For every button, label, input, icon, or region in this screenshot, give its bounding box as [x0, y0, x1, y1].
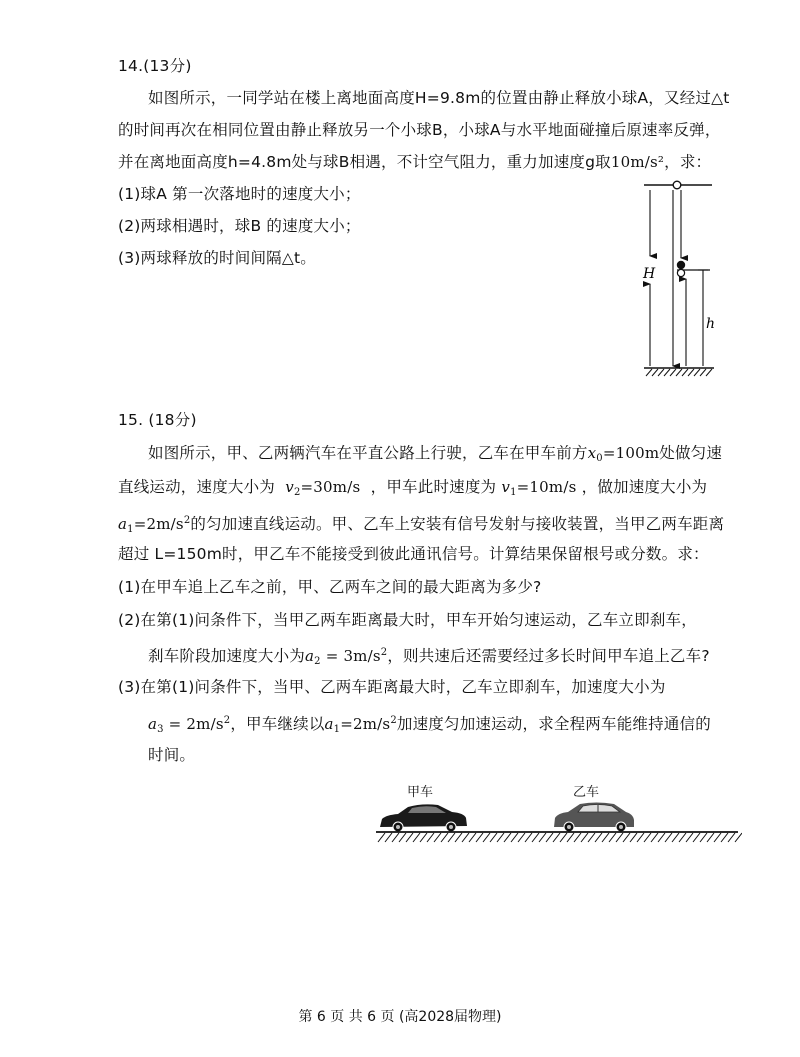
q15-subquestion-3a: (3)在第(1)问条件下，当甲、乙两车距离最大时，乙车立即刹车，加速度大小为 [118, 678, 666, 696]
car-jia-icon [380, 804, 467, 832]
ball-top [673, 181, 681, 189]
q15-a1: $a_1=2m/s^2$ [118, 515, 191, 535]
q15-figure [372, 798, 742, 848]
road-hatch [378, 833, 742, 842]
q15-v1: $v_1=10m/s$ [501, 478, 577, 498]
q15-line-2 [118, 476, 707, 504]
q14-line-3-end: ，求： [664, 153, 712, 171]
q14-gravity-value: 10m/s² [610, 153, 665, 171]
q15-line-3-text: 的匀加速直线运动。甲、乙车上安装有信号发射与接收装置，当甲乙两车距离 [190, 515, 725, 533]
q15-sub3b-mid: ，甲车继续以 [230, 715, 325, 733]
q14-line-2: 的时间再次在相同位置由静止释放另一个小球B，小球A与水平地面碰撞后原速率反弹， [118, 121, 721, 139]
q15-subquestion-2b [148, 642, 710, 673]
ground-hatch [646, 369, 712, 376]
q15-sub2b-end: ，则共速后还需要经过多长时间甲车追上乙车? [387, 647, 710, 665]
ball-a [677, 269, 684, 276]
q14-line-3-text: 并在离地面高度h=4.8m处与球B相遇，不计空气阻力，重力加速度g取 [118, 153, 611, 171]
q15-subquestion-2a: (2)在第(1)问条件下，当甲乙两车距离最大时，甲车开始匀速运动，乙车立即刹车， [118, 611, 697, 629]
q15-line-1-end: 处做匀速 [659, 444, 723, 462]
q15-a2: $a_2 = 3m/s^2$ [305, 647, 388, 667]
q14-figure [630, 178, 720, 384]
q15-line-1-text: 如图所示，甲、乙两辆汽车在平直公路上行驶，乙车在甲车前方 [148, 444, 588, 462]
car-yi-label: 乙车 [573, 785, 600, 800]
q15-sub2b-text: 刹车阶段加速度大小为 [148, 647, 306, 665]
q15-line-3 [118, 510, 724, 541]
q15-a1-again: $a_1=2m/s^2$ [324, 715, 397, 735]
q15-subquestion-3b [148, 710, 711, 741]
q14-subquestion-3: (3)两球释放的时间间隔△t。 [118, 249, 316, 267]
q15-line-4: 超过 L=150m时，甲乙车不能接受到彼此通讯信号。计算结果保留根号或分数。求： [118, 545, 709, 563]
q15-v2: $v_2=30m/s$ [285, 478, 361, 498]
q15-header: 15. (18分) [118, 411, 197, 429]
q14-line-1: 如图所示，一同学站在楼上离地面高度H=9.8m的位置由静止释放小球A，又经过△t [148, 89, 730, 107]
q15-line-2-mid: ，甲车此时速度为 [370, 478, 497, 496]
car-jia-label: 甲车 [407, 785, 434, 800]
label-small-h: h [706, 316, 716, 332]
q15-x0: $x_0=100m$ [587, 444, 660, 464]
ball-b [677, 261, 684, 268]
q15-line-2-end: ，做加速度大小为 [581, 478, 708, 496]
car-yi-icon [554, 803, 634, 833]
q14-header: 14.(13分) [118, 57, 192, 75]
q15-sub3b-end: 加速度匀加速运动，求全程两车能维持通信的 [396, 715, 711, 733]
q15-line-1 [148, 442, 722, 470]
page-footer: 第 6 页 共 6 页 (高2028届物理) [298, 1009, 502, 1025]
q15-subquestion-3c: 时间。 [148, 746, 196, 764]
q15-line-2-text: 直线运动，速度大小为 [118, 478, 276, 496]
q15-a3: $a_3 = 2m/s^2$ [148, 715, 231, 735]
q14-line-3 [118, 151, 711, 173]
q14-subquestion-2: (2)两球相遇时，球B 的速度大小； [118, 217, 361, 235]
q15-subquestion-1: (1)在甲车追上乙车之前，甲、乙两车之间的最大距离为多少? [118, 578, 542, 596]
q14-subquestion-1: (1)球A 第一次落地时的速度大小； [118, 185, 361, 203]
label-big-h: H [643, 266, 656, 282]
